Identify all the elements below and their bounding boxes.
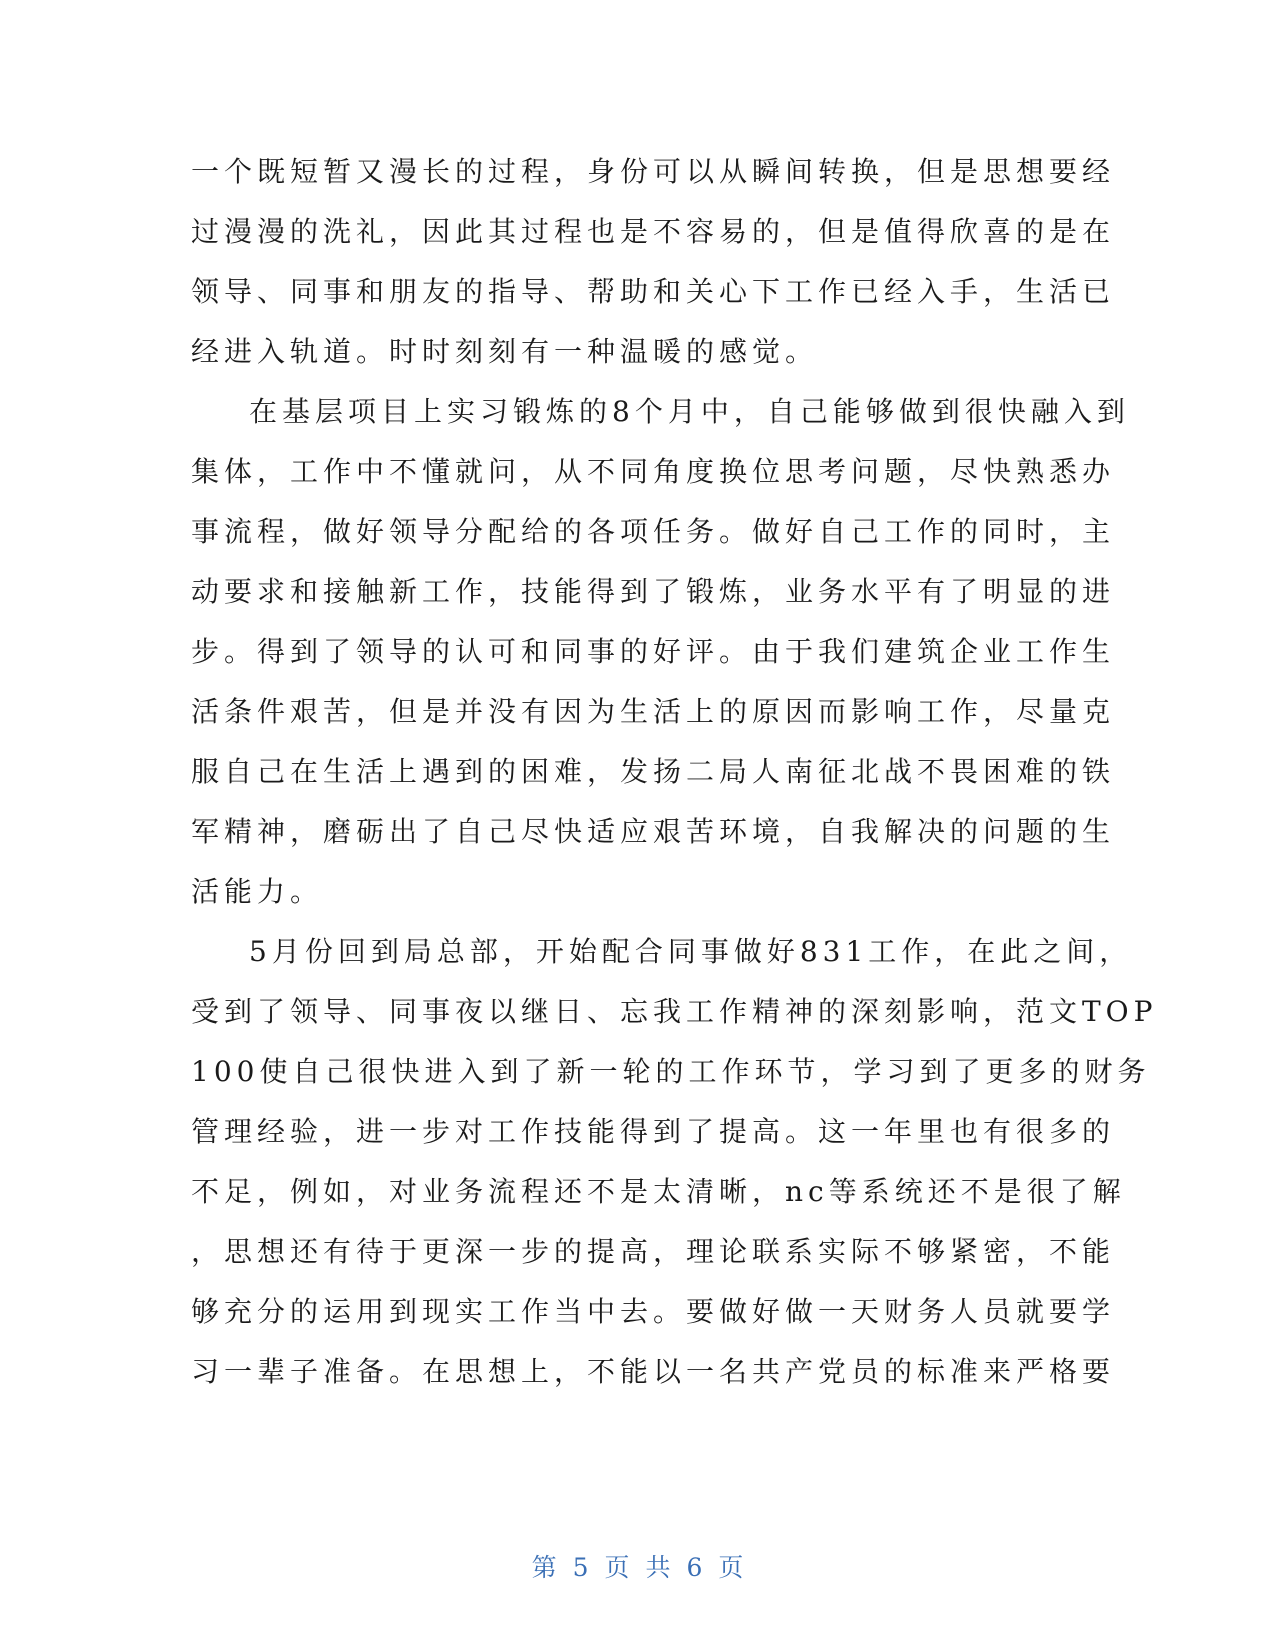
page-label-mid2: 共: [645, 1553, 671, 1582]
text-line: 动要求和接触新工作，技能得到了锻炼，业务水平有了明显的进: [191, 575, 1116, 608]
text-line: 够充分的运用到现实工作当中去。要做好做一天财务人员就要学: [191, 1295, 1116, 1328]
text-line: 事流程，做好领导分配给的各项任务。做好自己工作的同时，主: [191, 515, 1116, 548]
text-line: ，思想还有待于更深一步的提高，理论联系实际不够紧密，不能: [191, 1235, 1116, 1268]
text-line: 管理经验，进一步对工作技能得到了提高。这一年里也有很多的: [191, 1115, 1116, 1148]
document-body: [191, 142, 1158, 1402]
text-line: 活能力。: [191, 875, 324, 908]
paragraph-start-line: 在基层项目上实习锻炼的8个月中，自己能够做到很快融入到: [249, 395, 1130, 428]
total-pages-number: 6: [686, 1553, 703, 1582]
text-line: 领导、同事和朋友的指导、帮助和关心下工作已经入手，生活已: [191, 275, 1116, 308]
page-label-suffix: 页: [718, 1553, 744, 1582]
text-line: 一个既短暂又漫长的过程，身份可以从瞬间转换，但是思想要经: [191, 155, 1116, 188]
text-line: 集体，工作中不懂就问，从不同角度换位思考问题，尽快熟悉办: [191, 455, 1116, 488]
text-line: 习一辈子准备。在思想上，不能以一名共产党员的标准来严格要: [191, 1355, 1116, 1388]
page-label-mid1: 页: [604, 1553, 630, 1582]
current-page-number: 5: [572, 1553, 589, 1582]
text-line: 受到了领导、同事夜以继日、忘我工作精神的深刻影响，范文TOP: [191, 995, 1158, 1028]
text-line: 步。得到了领导的认可和同事的好评。由于我们建筑企业工作生: [191, 635, 1116, 668]
text-line: 不足，例如，对业务流程还不是太清晰，nc等系统还不是很了解: [191, 1175, 1126, 1208]
text-line: 经进入轨道。时时刻刻有一种温暖的感觉。: [191, 335, 819, 368]
paragraph-start-line: 5月份回到局总部，开始配合同事做好831工作，在此之间，: [249, 935, 1133, 968]
page-footer: [0, 1548, 1275, 1584]
page-label-prefix: 第: [531, 1553, 557, 1582]
text-line: 服自己在生活上遇到的困难，发扬二局人南征北战不畏困难的铁: [191, 755, 1116, 788]
text-line: 军精神，磨砺出了自己尽快适应艰苦环境，自我解决的问题的生: [191, 815, 1116, 848]
text-line: 100使自己很快进入到了新一轮的工作环节，学习到了更多的财务: [191, 1055, 1151, 1088]
text-line: 过漫漫的洗礼，因此其过程也是不容易的，但是值得欣喜的是在: [191, 215, 1116, 248]
text-line: 活条件艰苦，但是并没有因为生活上的原因而影响工作，尽量克: [191, 695, 1116, 728]
